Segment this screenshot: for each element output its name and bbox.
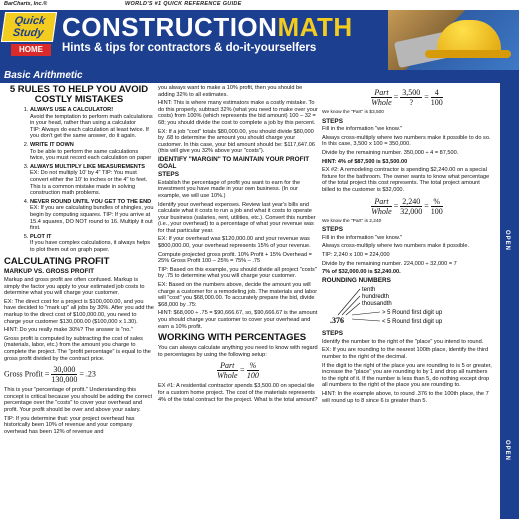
gross-profit-text: Gross profit is computed by subtracting the cost of sales (materials, labor, etc.) from the amount you charge to complete the project. The "profit percentage" is equal to the gross profit divided by the contract price. [4,335,151,362]
hardhat-icon [437,20,501,54]
rule-item: 1. ALWAYS USE A CALCULATOR! Avoid the temptation to perform math calculations in your head, rather than using a calculator TIP: Always do each calculation at least twice. If you don't get the same answer, do it again. [30,107,154,140]
steps-label: STEPS [158,171,179,179]
margin-step-3: Compute projected gross profit. 10% Profit + 15% Overhead = 25% Gross Profit 100 – 25% = 75% – .75 [158,251,312,265]
hardhat-photo [388,10,519,70]
guide-tagline: WORLD'S #1 QUICK REFERENCE GUIDE [125,1,242,7]
figure-2-note: We know the "Part" is 2,240 [322,218,382,224]
remodel-example: EX: Based on the numbers above, decide the amount you will charge a customer for a remodeling job. The materials and labor will "cost" you $68,000.00. To accurately prepare the bid, divide $68,000 by .75: [158,282,318,308]
figure-1-note: We know the "Part" is $3,500 [322,110,384,115]
result-line: 7% of $32,000.00 is $2,240.00. [322,269,401,276]
hint-3: HINT: 4% of $87,500 is $3,500.00 [322,158,408,165]
overhead-example: EX: If your overhead was $120,000.00 and your revenue was $800,000.00, your overhead represents 15% of your revenue. [158,236,311,250]
round-step-1: Identify the number to the right of the "place" you intend to round. [322,338,484,345]
tip-3: TIP: 2,240 x 100 = 224,000 [322,251,390,258]
gross-profit-formula: Gross Profit = $\frac{30,000}{130,000}$ = .23 [4,365,96,385]
thousandth-label: thousandth [362,301,392,308]
gross-profit-note: This is your "percentage of profit." Understanding this concept is critical because you should be adding the correct percentage over the "costs" to cover your overhead and profit. Your profit should be over and above your salary. [4,387,153,413]
percent-figure-1: $\frac{\text{Part}}{\text{Whole}}$ = $\frac{3,500}{?}$ = $\frac{4}{100}$ [371,88,443,107]
round-down-rule: < 5 Round first digit up [382,319,443,326]
rule-item: 3. ALWAYS MULTIPLY LIKE MEASUREMENTS EX: Do not multiply 10' by 4" TIP: You must convert either the 10' to inches or the 4" to feet. This is a common mistake made in solving construction math problems. [30,164,154,197]
markup-text: Markup and gross profit are often confused. Markup is simply the factor you apply to your estimated job costs to determine what you will charge your customer. [4,277,145,297]
header-banner [0,10,519,70]
home-label[interactable]: HOME [11,44,51,56]
step-f: Divide by the remaining number. 224,000 ÷ 32,000 = 7 [322,260,457,267]
hundredth-label: hundredth [362,294,390,301]
tenth-label: tenth [362,287,376,294]
steps-label-4: STEPS [322,330,343,338]
rules-heading: 5 RULES TO HELP YOU AVOID COSTLY MISTAKES [9,84,149,105]
percentages-heading: WORKING WITH PERCENTAGES [158,332,307,344]
step-b: Always cross-multiply where two numbers make it possible to do so. In this case, 3,500 x 100 = 350,000. [322,134,491,148]
percent-figure-2: $\frac{\text{Part}}{\text{Whole}}$ = $\frac{2,240}{32,000}$ = $\frac{\%}{100}$ [371,196,443,216]
tile-example: EX #1: A residential contractor spends $3,500.00 on special tile for a custom home project. The cost of the materials represents 4% of the total contract for the project. What is the total amount? [158,383,318,403]
logo-text: Quick Study [1,12,57,42]
rule-item: 2. WRITE IT DOWN To be able to perform the same calculations twice, you must record each calculation on paper [30,142,154,162]
remodel-hint: HINT: $68,000 ÷ .75 = $90,666.67, so, $90,666.67 is the amount you should charge your customer to cover your overhead and earn a 10% profit. [158,310,318,330]
rounding-number: .376 [330,316,344,326]
hardhat-brim [425,50,511,58]
section-bar [0,70,500,83]
markup-example-2: EX: If a job "cost" totals $80,000.00, you should divide $80,000 by .68 to determine the amount you should charge your customer. In this case, your bid amount should be: $117,647.06 (this will give you 32% above your "costs"). [158,128,315,155]
column-3 [322,85,492,406]
page-subtitle: Hints & tips for contractors & do-it-yourselfers [62,42,317,54]
quickstudy-logo[interactable] [3,12,55,58]
section-title: Basic Arithmetic [4,70,83,81]
round-hint: HINT: In the example above, to round .376 to the 100th place, the 7 will round up to 8 since 6 is greater than 5. [322,391,489,404]
column-1 [4,85,154,437]
step-e: Always cross-multiply where two numbers make it possible. [322,243,470,250]
side-tab-open-top: OPEN [500,70,519,300]
margin-tip: TIP: Based on this example, you should divide all project "costs" by .75 to determine what you will charge your customer. [158,266,317,280]
round-step-2: If the digit to the right of the place you are rounding to is 5 or greater, increase the "place" you are rounding to by 1 and drop all numbers to the right of it. If the number is less than 5, do nothing except drop all numbers to the right of the place you are rounding to. [322,362,492,389]
margin-heading: IDENTIFY "MARGIN" TO MAINTAIN YOUR PROFIT GOAL [158,155,310,170]
step-d: Fill in the information "we know." [322,234,403,241]
margin-step-1: Establish the percentage of profit you want to earn for the investment you have made in your own business. (In our example, we will use 10%.) [158,179,301,199]
markup-example: EX: The direct cost for a project is $100,000.00, and you have decided to "mark up" all jobs by 30%. After you add the markup to the direct cost of $100,000.00, you need to charge your customer $130,000.00 ($100,000 x 1.30). [4,298,154,325]
rounding-svg [322,285,492,329]
step-c: Divide by the remaining number. 350,000 ÷ 4 = 87,500. [322,149,459,156]
part-whole-formula: $\frac{\text{Part}}{\text{Whole}}$ = $\frac{\%}{100}$ [217,361,259,381]
rule-item: 5. PLOT IT If you have complex calculations, it always helps to plot them out on graph paper. [30,234,154,254]
top-strip [0,0,519,10]
column-2 [158,85,318,405]
rounding-diagram [322,285,492,329]
publisher-name: BarCharts, Inc.® [4,1,48,7]
step-a: Fill in the information "we know." [322,126,403,133]
markup-hint: HINT: Do you really make 30%? The answer is "no." [4,327,133,334]
round-up-rule: > 5 Round first digit up [382,310,443,317]
margin-step-2: Identify your overhead expenses. Review last year's bills and calculate what it costs to run a job and what it costs to operate your business (salaries, rent, utilities, etc.). Convert this number (i.e., your overhead) to a percentage of what your revenue was for that particular year. [158,201,316,234]
percentages-text: You can always calculate anything you need to know with regard to percentages by using the following setup: [158,345,318,358]
fixture-example: EX #2: A remodeling contractor is spending $2,240.00 on a special fixture for the bathroom. The owner wants to know what percentage of the total project this cost represents. The total project amount billed to the customer is $32,000. [322,167,490,193]
markup-heading: MARKUP VS. GROSS PROFIT [4,268,95,276]
round-example: EX: If you are rounding to the nearest 100th place, identify the third number to the right of the decimal. [322,347,489,361]
rules-list [4,107,154,253]
rule-item: 4. NEVER ROUND UNTIL YOU GET TO THE END EX: If you are calculating bundles of shingles, you begin by computing squares. TIP: If you arrive at 15.4 squares, DO NOT round to 16. Multiply it out first. [30,199,154,232]
steps-label-2: STEPS [322,117,343,125]
gross-profit-tip: TIP: If you determine that: your project overhead has historically been 10% of revenue and your company overhead has been 12% of revenue and [4,415,135,435]
markup-hint-2: HINT: This is where many estimators make a costly mistake. To do this properly, subtract 32% (what you need to make over your costs) from 100% (which represents the bid amount) 100 – 32 = 68; you should divide the cost to complete a job by this percent. [158,100,318,126]
markup-continued: you always want to make a 10% profit, then you should be adding 32% to all estimates. [158,85,303,98]
profit-heading: CALCULATING PROFIT [4,256,110,268]
rounding-heading: ROUNDING NUMBERS [322,276,391,284]
page-title: CONSTRUCTIONMATH [62,12,353,42]
steps-label-3: STEPS [322,226,343,234]
side-tab-open-bottom: OPEN [500,300,519,519]
